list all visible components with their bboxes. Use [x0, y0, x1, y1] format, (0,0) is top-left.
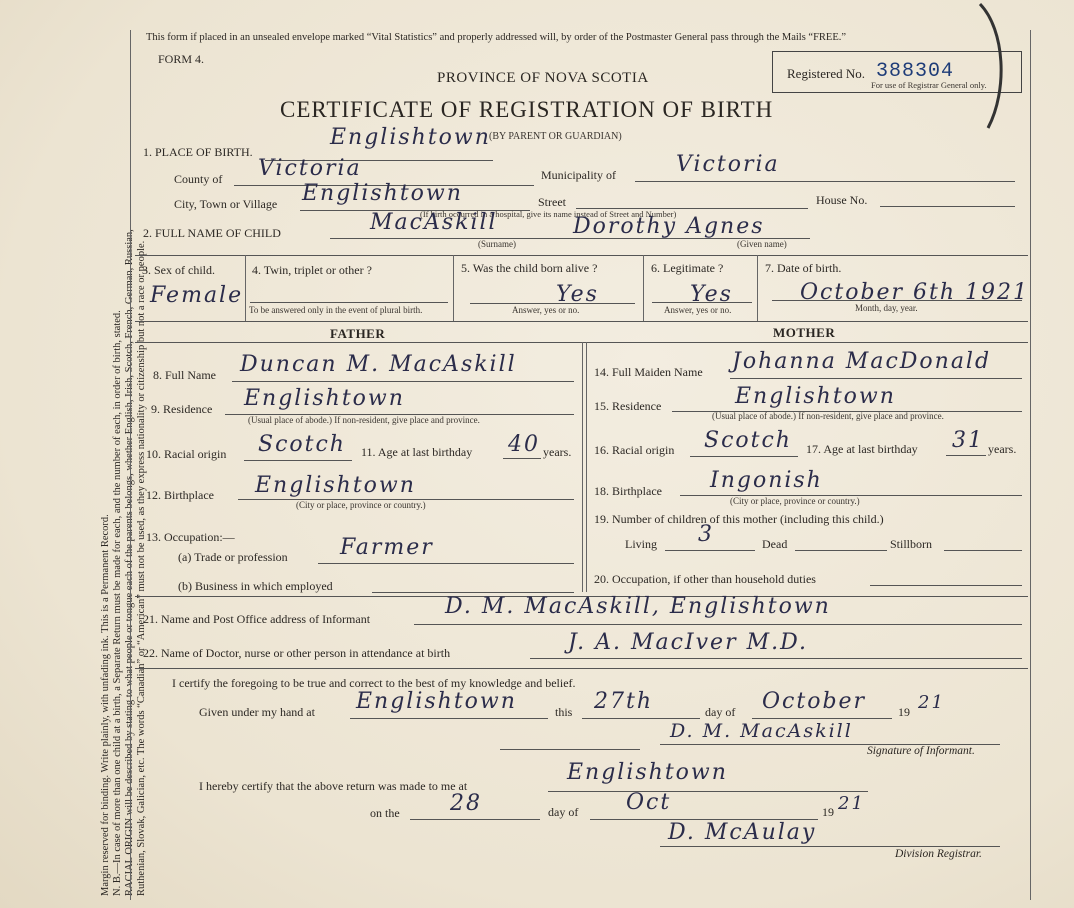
divider-3-4	[245, 255, 246, 321]
sex-label: 3. Sex of child.	[142, 263, 215, 277]
registrar-statement: I hereby certify that the above return was made to me at	[199, 779, 468, 793]
doctor-value: J. A. MacIver M.D.	[568, 630, 808, 655]
place-of-birth-label: 1. PLACE OF BIRTH.	[143, 145, 253, 159]
registrar-signature: D. McAulay	[668, 820, 817, 845]
father-racial-label: 10. Racial origin	[146, 447, 227, 461]
date-of-birth-line	[772, 300, 1022, 301]
mother-stillborn-line	[944, 550, 1022, 551]
mother-residence-value: Englishtown	[735, 384, 896, 409]
date-of-birth-value: October 6th 1921	[800, 280, 1030, 305]
mother-name-label: 14. Full Maiden Name	[594, 365, 703, 379]
municipality-label: Municipality of	[541, 168, 616, 182]
mother-age-label: 17. Age at last birthday	[806, 442, 918, 456]
certification-top-rule	[135, 668, 1028, 669]
short-separator-rule	[500, 749, 640, 750]
mother-heading: MOTHER	[773, 325, 836, 340]
born-alive-label: 5. Was the child born alive ?	[461, 261, 598, 275]
born-alive-note: Answer, yes or no.	[512, 305, 580, 315]
mother-age-line	[946, 455, 986, 456]
informant-signature-caption: Signature of Informant.	[867, 745, 975, 757]
father-business-line	[372, 592, 574, 593]
father-age-value: 40	[508, 432, 540, 457]
twin-label: 4. Twin, triplet or other ?	[252, 263, 372, 277]
mother-age-unit: years.	[988, 442, 1017, 456]
given-day-line	[582, 718, 700, 719]
registrar-caption: Division Registrar.	[895, 848, 982, 860]
legitimate-note: Answer, yes or no.	[664, 305, 732, 315]
street-label: Street	[538, 195, 566, 209]
father-age-unit: years.	[543, 445, 572, 459]
registered-note: For use of Registrar General only.	[871, 80, 987, 90]
house-no-line	[880, 206, 1015, 207]
father-trade-label: (a) Trade or profession	[178, 550, 288, 564]
sex-value: Female	[150, 283, 244, 308]
father-residence-label: 9. Residence	[151, 402, 213, 416]
given-year-prefix: 19	[898, 705, 910, 719]
father-birthplace-value: Englishtown	[255, 473, 416, 498]
this-label: this	[555, 705, 573, 719]
margin-instructions	[100, 36, 223, 896]
mother-dead-label: Dead	[762, 537, 788, 551]
father-birthplace-note: (City or place, province or country.)	[296, 500, 426, 510]
registrar-day-line	[410, 819, 540, 820]
divider-6-7	[757, 255, 758, 321]
informant-value: D. M. MacAskill, Englishtown	[445, 594, 831, 619]
given-day-value: 27th	[594, 689, 654, 714]
day-of-label: day of	[705, 705, 736, 719]
registrar-month-value: Oct	[626, 790, 672, 815]
margin-line-2: N. B.—In case of more than one child at a birth, a Separate Return must be made for each, and the number of each, in order of birth, stated.	[112, 310, 123, 896]
twin-note: To be answered only in the event of plural birth.	[249, 305, 423, 315]
mother-birthplace-label: 18. Birthplace	[594, 484, 662, 498]
mother-living-line	[665, 550, 755, 551]
registrar-day-of-label: day of	[548, 805, 579, 819]
mother-birthplace-value: Ingonish	[710, 468, 823, 493]
father-age-label: 11. Age at last birthday	[361, 445, 473, 459]
municipality-line	[635, 181, 1015, 182]
registered-number: 388304	[876, 60, 955, 83]
mother-dead-line	[795, 550, 887, 551]
father-racial-line	[244, 460, 352, 461]
father-name-value: Duncan M. MacAskill	[240, 352, 517, 377]
given-year-value: 21	[918, 692, 945, 713]
father-trade-value: Farmer	[340, 535, 434, 560]
legitimate-label: 6. Legitimate ?	[651, 261, 724, 275]
mother-name-value: Johanna MacDonald	[732, 349, 992, 374]
born-alive-line	[470, 303, 635, 304]
registrar-signature-line	[660, 846, 1000, 847]
father-trade-line	[318, 563, 574, 564]
county-value: Victoria	[258, 156, 362, 181]
house-no-label: House No.	[816, 193, 868, 207]
child-surname-value: MacAskill	[370, 210, 498, 235]
legitimate-line	[652, 302, 752, 303]
form-left-border	[130, 30, 131, 900]
father-business-label: (b) Business in which employed	[178, 579, 333, 593]
hospital-note: (If birth occurred in a hospital, give its name instead of Street and Number)	[420, 209, 677, 219]
form-right-border	[1030, 30, 1031, 900]
mother-living-value: 3	[698, 522, 714, 547]
registrar-place-line	[548, 791, 868, 792]
row-3-top-rule	[135, 255, 1028, 256]
given-place-value: Englishtown	[356, 689, 517, 714]
parents-divider-2	[586, 342, 587, 592]
given-month-value: October	[762, 689, 867, 714]
mother-children-label: 19. Number of children of this mother (including this child.)	[594, 512, 884, 526]
doctor-label: 22. Name of Doctor, nurse or other person in attendance at birth	[143, 646, 451, 660]
province-heading: PROVINCE OF NOVA SCOTIA	[437, 70, 649, 86]
row-3-bottom-rule	[135, 321, 1028, 322]
margin-line-3: RACIAL ORIGIN will be described by stating to what people or tongue each of the parents belongs, whether English, Irish, Scotch, French, German, Russian,	[124, 229, 135, 896]
mother-racial-line	[690, 456, 798, 457]
informant-signature: D. M. MacAskill	[670, 720, 853, 742]
place-of-birth-value: Englishtown	[330, 125, 491, 150]
margin-line-4: Ruthenian, Slovak, Galician, etc. The words “Canadian” or “American” must not be used, as they express nationality or citizenship but not a race or people.	[136, 240, 147, 896]
parents-divider	[582, 342, 583, 592]
certificate-title: CERTIFICATE OF REGISTRATION OF BIRTH	[280, 97, 774, 122]
given-label: Given under my hand at	[199, 705, 315, 719]
municipality-value: Victoria	[676, 152, 780, 177]
county-label: County of	[174, 172, 223, 186]
given-name-note: (Given name)	[737, 239, 787, 249]
registered-label: Registered No.	[787, 66, 865, 81]
date-of-birth-note: Month, day, year.	[855, 303, 918, 313]
mother-residence-note: (Usual place of abode.) If non-resident, give place and province.	[712, 411, 944, 421]
child-given-value: Dorothy Agnes	[573, 214, 765, 239]
given-place-line	[350, 718, 548, 719]
twin-line	[250, 302, 448, 303]
mother-racial-value: Scotch	[704, 428, 792, 453]
father-name-label: 8. Full Name	[153, 368, 216, 382]
father-residence-note: (Usual place of abode.) If non-resident, give place and province.	[248, 415, 480, 425]
father-heading: FATHER	[330, 326, 386, 341]
father-residence-value: Englishtown	[244, 386, 405, 411]
mother-stillborn-label: Stillborn	[890, 537, 933, 551]
child-name-label: 2. FULL NAME OF CHILD	[143, 226, 281, 240]
father-occupation-label: 13. Occupation:—	[146, 530, 235, 544]
postal-notice: This form if placed in an unsealed envelope marked “Vital Statistics” and properly addressed will, by order of the Postmaster General pass through the Mails “FREE.”	[146, 32, 847, 43]
registrar-year-prefix: 19	[822, 805, 834, 819]
date-of-birth-label: 7. Date of birth.	[765, 261, 842, 275]
father-racial-value: Scotch	[258, 432, 346, 457]
surname-note: (Surname)	[478, 239, 516, 249]
mother-age-value: 31	[952, 428, 984, 453]
mother-residence-label: 15. Residence	[594, 399, 662, 413]
informant-line	[414, 624, 1022, 625]
margin-line-1: Margin reserved for binding. Write plainly, with unfading ink. This is a Permanent Record.	[100, 514, 111, 896]
city-value: Englishtown	[302, 181, 463, 206]
legitimate-value: Yes	[690, 282, 733, 307]
doctor-line	[530, 658, 1022, 659]
mother-birthplace-note: (City or place, province or country.)	[730, 496, 860, 506]
registrar-year-value: 21	[838, 793, 865, 814]
registrar-place-value: Englishtown	[567, 760, 728, 785]
mother-name-line	[730, 378, 1022, 379]
form-number: FORM 4.	[158, 52, 205, 66]
father-birthplace-label: 12. Birthplace	[146, 488, 214, 502]
ink-stroke-mark	[960, 0, 1020, 140]
divider-4-5	[453, 255, 454, 321]
city-label: City, Town or Village	[174, 197, 278, 211]
mother-racial-label: 16. Racial origin	[594, 443, 675, 457]
father-name-line	[232, 381, 574, 382]
born-alive-value: Yes	[556, 282, 599, 307]
certification-statement: I certify the foregoing to be true and correct to the best of my knowledge and belief.	[172, 676, 576, 690]
informant-label: 21. Name and Post Office address of Informant	[143, 612, 371, 626]
certificate-subtitle: (BY PARENT OR GUARDIAN)	[489, 131, 622, 142]
mother-occupation-label: 20. Occupation, if other than household duties	[594, 572, 816, 586]
mother-living-label: Living	[625, 537, 657, 551]
on-the-label: on the	[370, 806, 400, 820]
given-month-line	[752, 718, 892, 719]
registrar-day-value: 28	[450, 791, 482, 816]
mother-occupation-line	[870, 585, 1022, 586]
divider-5-6	[643, 255, 644, 321]
father-age-line	[503, 458, 541, 459]
